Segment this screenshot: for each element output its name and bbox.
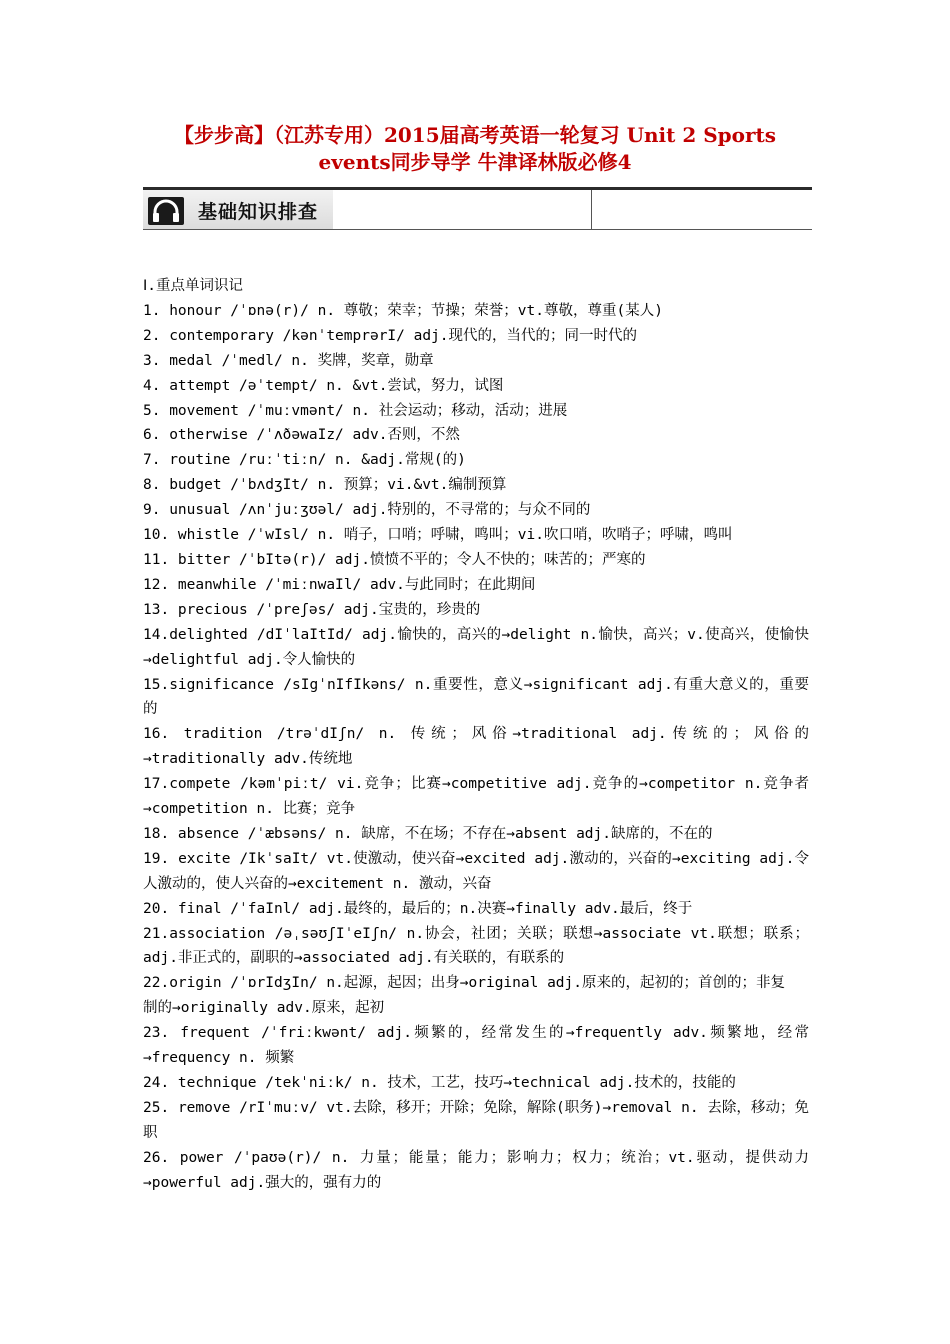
vocabulary-entry: 18. absence /ˈæbsəns/ n. 缺席，不在场；不存在→absent adj.缺席的，不在的 — [143, 825, 713, 842]
vocabulary-entry: 7. routine /ruːˈtiːn/ n. &adj.常规(的) — [143, 452, 466, 469]
vocabulary-entry: 19. excite /IkˈsaIt/ vt.使激动，使兴奋→excited adj.激动的，兴奋的→exciting adj.令人激动的，使人兴奋的→excitement n. 激动，兴奋 — [143, 850, 809, 892]
vocabulary-entry: 制的→originally adv.原来，起初 — [143, 1000, 385, 1017]
headphones-icon — [148, 197, 184, 225]
vocabulary-entry: 8. budget /ˈbʌdʒIt/ n. 预算；vi.&vt.编制预算 — [143, 477, 507, 494]
vocabulary-entry: 24. technique /tekˈniːk/ n. 技术，工艺，技巧→technical adj.技术的，技能的 — [143, 1075, 736, 1091]
vocabulary-entry: 20. final /ˈfaInl/ adj.最终的，最后的；n.决赛→finally adv.最后，终于 — [143, 900, 693, 917]
vocabulary-entry: 2. contemporary /kənˈtemprərI/ adj.现代的，当代的；同一时代的 — [143, 327, 638, 344]
vocabulary-entry: 1. honour /ˈɒnə(r)/ n. 尊敬；荣幸；节操；荣誉；vt.尊敬，尊重(某人) — [143, 302, 663, 319]
vocabulary-entry: 25. remove /rIˈmuːv/ vt.去除，移开；开除；免除，解除(职务)→removal n. 去除，移动；免职 — [143, 1099, 809, 1141]
vocabulary-entry: 17.compete /kəmˈpiːt/ vi.竞争；比赛→competitive adj.竞争的→competitor n.竞争者→competition n. 比赛；竞争 — [143, 776, 809, 818]
vocabulary-entry: 13. precious /ˈpreʃəs/ adj.宝贵的，珍贵的 — [143, 601, 481, 618]
title-line-1: 【步步高】（江苏专用）2015届高考英语一轮复习 Unit 2 Sports — [173, 123, 777, 147]
vocabulary-entry: 4. attempt /əˈtempt/ n. &vt.尝试，努力，试图 — [143, 377, 504, 394]
section-heading: Ⅰ.重点单词识记 — [143, 278, 244, 294]
vocabulary-entry: 22.origin /ˈɒrIdʒIn/ n.起源，起因；出身→original adj.原来的，起初的；首创的；非复 — [143, 975, 785, 992]
vocabulary-entry: 5. movement /ˈmuːvmənt/ n. 社会运动；移动，活动；进展 — [143, 402, 568, 419]
title-line-2: events同步导学 牛津译林版必修4 — [318, 150, 632, 174]
vocabulary-entry: 23. frequent /ˈfriːkwənt/ adj.频繁的，经常发生的→frequently adv.频繁地，经常→frequency n. 频繁 — [143, 1025, 809, 1067]
vocabulary-entry: 14.delighted /dIˈlaItId/ adj.愉快的，高兴的→delight n.愉快，高兴；v.使高兴，使愉快→delightful adj.令人愉快的 — [143, 626, 809, 668]
vocabulary-list — [143, 274, 809, 1196]
vocabulary-entry: 15.significance /sIgˈnIfIkəns/ n.重要性，意义→significant adj.有重大意义的，重要的 — [143, 676, 809, 718]
vocabulary-entry: 3. medal /ˈmedl/ n. 奖牌，奖章，勋章 — [143, 352, 434, 369]
vocabulary-entry: 10. whistle /ˈwIsl/ n. 哨子，口哨；呼啸，鸣叫；vi.吹口哨，吹哨子；呼啸，鸣叫 — [143, 527, 733, 544]
vocabulary-entry: 12. meanwhile /ˈmiːnwaIl/ adv.与此同时；在此期间 — [143, 576, 536, 593]
banner-divider — [591, 190, 592, 229]
vocabulary-entry: 16. tradition /trəˈdIʃn/ n. 传统；风俗→traditional adj.传统的；风俗的→traditionally adv.传统地 — [143, 726, 809, 768]
section-banner — [143, 187, 812, 230]
vocabulary-entry: 26. power /ˈpaʊə(r)/ n. 力量；能量；能力；影响力；权力；统治；vt.驱动，提供动力→powerful adj.强大的，强有力的 — [143, 1149, 809, 1191]
vocabulary-entry: 6. otherwise /ˈʌðəwaIz/ adv.否则，不然 — [143, 427, 460, 444]
vocabulary-entry: 21.association /əˌsəʊʃIˈeIʃn/ n.协会，社团；关联；联想→associate vt.联想；联系；adj.非正式的，副职的→associated adj.有关联的，有联系的 — [143, 925, 809, 967]
banner-label: 基础知识排查 — [198, 201, 319, 223]
document-title — [120, 122, 830, 176]
vocabulary-entry: 11. bitter /ˈbItə(r)/ adj.愤愤不平的；令人不快的；味苦的；严寒的 — [143, 551, 646, 568]
entries-container — [143, 299, 809, 1196]
vocabulary-entry: 9. unusual /ʌnˈjuːʒʊəl/ adj.特别的，不寻常的；与众不同的 — [143, 502, 591, 519]
